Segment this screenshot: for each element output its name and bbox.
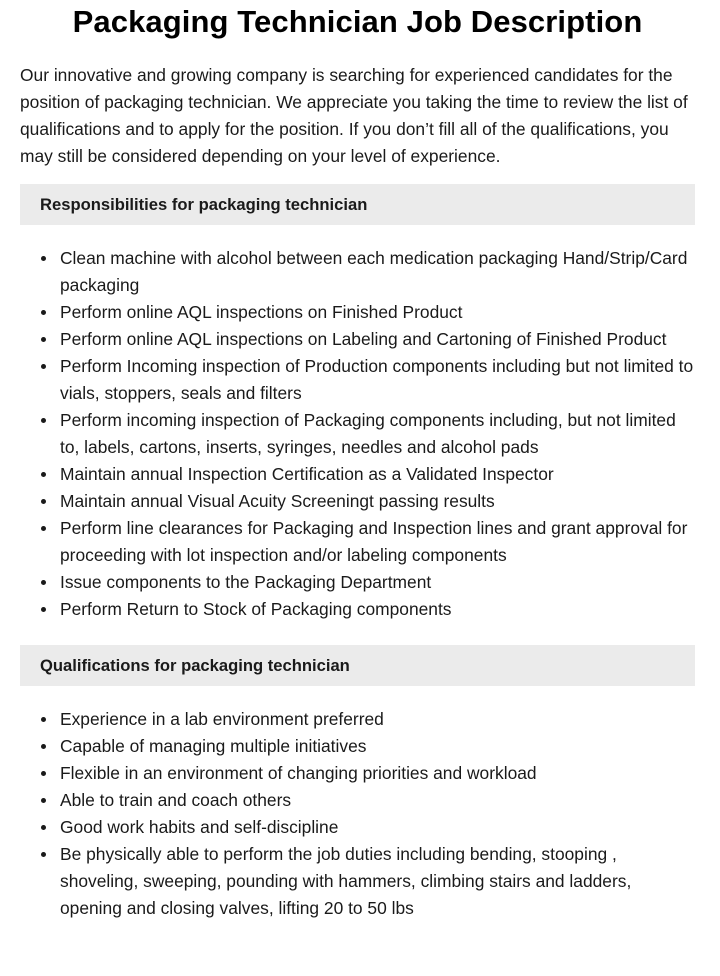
list-item — [60, 353, 695, 407]
bullet-icon — [41, 256, 46, 261]
page-title: Packaging Technician Job Description — [72, 4, 643, 39]
responsibilities-heading: Responsibilities for packaging technician — [20, 184, 695, 225]
list-item — [60, 326, 695, 353]
list-item-text: Able to train and coach others — [60, 790, 292, 810]
responsibilities-section — [20, 184, 695, 623]
list-item-text: Issue components to the Packaging Department — [60, 572, 432, 592]
bullet-icon — [41, 580, 46, 585]
list-item — [60, 787, 695, 814]
bullet-icon — [41, 717, 46, 722]
list-item-text: Capable of managing multiple initiatives — [60, 736, 367, 756]
bullet-icon — [41, 472, 46, 477]
list-item-text: Perform online AQL inspections on Finished Product — [60, 302, 463, 322]
list-item — [60, 245, 695, 299]
list-item — [60, 407, 695, 461]
responsibilities-list — [20, 245, 695, 623]
list-item-text: Be physically able to perform the job duties including bending, stooping , shoveling, sweeping, pounding with hammers, climbing stairs and ladders, opening and closing valves, lifting 20 to 50 lbs — [60, 844, 632, 918]
list-item-text: Perform incoming inspection of Packaging components including, but not limited to, labels, cartons, inserts, syringes, needles and alcohol pads — [60, 410, 676, 457]
list-item-text: Perform Incoming inspection of Production components including but not limited to vials, stoppers, seals and filters — [60, 356, 694, 403]
list-item — [60, 706, 695, 733]
bullet-icon — [41, 771, 46, 776]
bullet-icon — [41, 798, 46, 803]
list-item — [60, 814, 695, 841]
list-item-text: Good work habits and self-discipline — [60, 817, 339, 837]
list-item — [60, 841, 695, 922]
list-item-text: Flexible in an environment of changing priorities and workload — [60, 763, 537, 783]
list-item — [60, 733, 695, 760]
list-item-text: Experience in a lab environment preferred — [60, 709, 384, 729]
bullet-icon — [41, 337, 46, 342]
list-item — [60, 569, 695, 596]
qualifications-heading: Qualifications for packaging technician — [20, 645, 695, 686]
qualifications-list — [20, 706, 695, 922]
list-item — [60, 596, 695, 623]
list-item-text: Perform line clearances for Packaging and Inspection lines and grant approval for proceeding with lot inspection and/or labeling components — [60, 518, 688, 565]
list-item — [60, 488, 695, 515]
list-item — [60, 461, 695, 488]
list-item-text: Perform online AQL inspections on Labeling and Cartoning of Finished Product — [60, 329, 667, 349]
list-item-text: Maintain annual Visual Acuity Screeningt passing results — [60, 491, 495, 511]
bullet-icon — [41, 744, 46, 749]
list-item — [60, 515, 695, 569]
list-item — [60, 760, 695, 787]
bullet-icon — [41, 526, 46, 531]
bullet-icon — [41, 607, 46, 612]
list-item-text: Perform Return to Stock of Packaging components — [60, 599, 452, 619]
list-item — [60, 299, 695, 326]
qualifications-section — [20, 645, 695, 922]
bullet-icon — [41, 364, 46, 369]
bullet-icon — [41, 499, 46, 504]
bullet-icon — [41, 418, 46, 423]
intro-paragraph: Our innovative and growing company is searching for experienced candidates for the position of packaging technician. We appreciate you taking the time to review the list of qualifications and to apply for the position. If you don’t fill all of the qualifications, you may still be considered depending on your level of experience. — [20, 65, 688, 166]
bullet-icon — [41, 825, 46, 830]
list-item-text: Maintain annual Inspection Certification as a Validated Inspector — [60, 464, 554, 484]
list-item-text: Clean machine with alcohol between each medication packaging Hand/Strip/Card packaging — [60, 248, 688, 295]
bullet-icon — [41, 310, 46, 315]
bullet-icon — [41, 852, 46, 857]
